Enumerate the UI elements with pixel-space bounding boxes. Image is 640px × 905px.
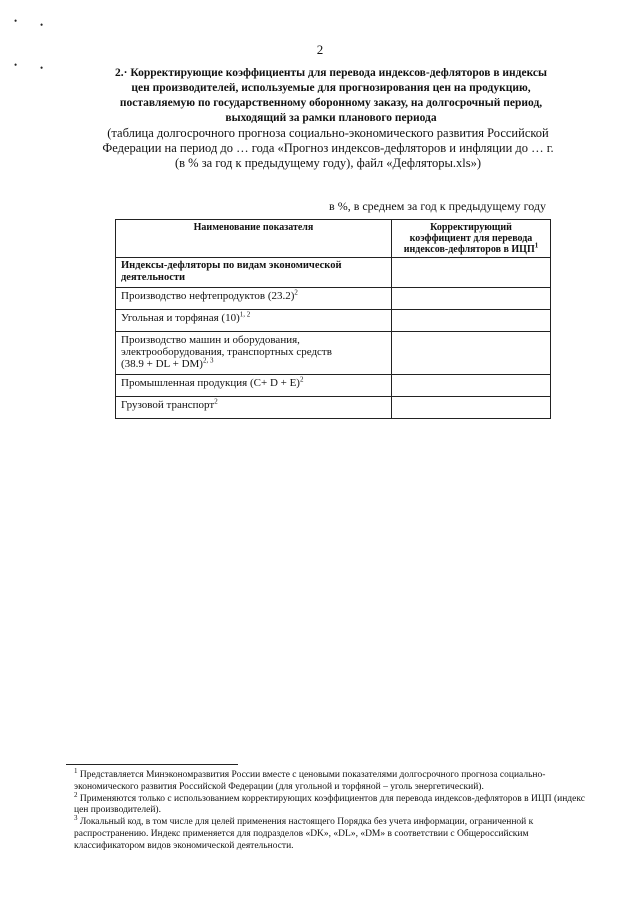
scan-mark: •: [14, 60, 18, 70]
footnote-text: Применяются только с использованием корректирующих коэффициентов для перевода индексов-дефляторов в ИЦП (индекс цен производителей).: [74, 793, 585, 816]
heading-line: цен производителей, используемые для прогнозирования цен на продукцию,: [131, 82, 531, 94]
indicator-name: [116, 288, 392, 310]
indicator-text: Производство машин и оборудования,: [121, 334, 300, 346]
footnote-separator: [66, 764, 238, 765]
footnote-ref: 1: [534, 241, 539, 250]
footnote: [74, 790, 592, 818]
section-heading: [96, 66, 566, 126]
units-note: в %, в среднем за год к предыдущему году: [329, 199, 546, 213]
footnotes: [74, 766, 592, 853]
indicator-text: Угольная и торфяная (10): [121, 312, 240, 324]
footnote-ref: 2: [214, 397, 218, 406]
heading-text: Корректирующие коэффициенты для перевода индексов-дефляторов в индексы: [130, 67, 548, 79]
footnote-number: 1: [74, 766, 78, 775]
table-row: [116, 310, 551, 332]
coefficient-cell[interactable]: [392, 310, 551, 332]
heading-line: [96, 66, 566, 81]
coefficient-cell[interactable]: [392, 288, 551, 310]
footnote-ref: 2, 3: [202, 356, 214, 365]
footnote: [74, 766, 592, 794]
scan-mark: •: [14, 16, 18, 26]
coefficient-cell[interactable]: [392, 397, 551, 419]
indicator-text: электрооборудования, транспортных средств: [121, 346, 332, 358]
table-row: [116, 258, 551, 288]
indicator-text: Промышленная продукция (C+ D + E): [121, 377, 300, 389]
indicator-name: [116, 375, 392, 397]
footnote-text: Локальный код, в том числе для целей применения настоящего Порядка без учета информации, ограниченной к распространению. Индекс применяется для подразделов «DK», «DL», «DM» в соответствии с Общероссийским классификатором видов экономической деятельности.: [74, 817, 534, 851]
source-line: (в % за год к предыдущему году), файл «Дефляторы.xls»): [174, 156, 482, 170]
footnote-ref: 1, 2: [239, 310, 251, 319]
indicator-text: (38.9 + DL + DM): [121, 358, 203, 370]
footnote-ref: 2: [294, 288, 298, 297]
table-row: [116, 288, 551, 310]
group-title: Индексы-дефляторы по видам экономической деятельности: [116, 258, 392, 288]
coefficient-cell[interactable]: [392, 258, 551, 288]
footnote-number: 3: [74, 814, 78, 823]
header-line: Корректирующий: [430, 222, 512, 233]
indicator-text: Грузовой транспорт: [121, 399, 215, 411]
page-number: 2: [316, 42, 324, 57]
indicator-text-line: [121, 358, 386, 370]
coefficients-table: [115, 219, 551, 419]
coefficient-cell[interactable]: [392, 332, 551, 375]
source-description: [88, 126, 568, 171]
indicator-name: [116, 332, 392, 375]
footnote-text: Представляется Минэкономразвития России вместе с ценовыми показателями долгосрочного прогноза социально-экономического развития Российской Федерации (для угольной и торфяной – уголь энергетический).: [74, 770, 546, 792]
table-row: [116, 397, 551, 419]
header-line: коэффициент для перевода: [409, 233, 533, 244]
heading-line: поставляемую по государственному оборонному заказу, на долгосрочный период,: [119, 97, 543, 109]
header-indicator-name: Наименование показателя: [116, 220, 392, 258]
table-row: [116, 375, 551, 397]
source-line: Федерации на период до … года «Прогноз индексов-дефляторов и инфляции до … г.: [102, 141, 554, 155]
header-line: [397, 241, 545, 255]
heading-number: 2.·: [114, 67, 128, 79]
coefficient-cell[interactable]: [392, 375, 551, 397]
scan-mark: •: [40, 20, 44, 30]
table-header-row: [116, 220, 551, 258]
footnote: [74, 814, 592, 852]
heading-line: выходящий за рамки планового периода: [225, 112, 437, 124]
source-line: (таблица долгосрочного прогноза социально-экономического развития Российской: [107, 126, 549, 140]
table-row: [116, 332, 551, 375]
header-line-text: индексов-дефляторов в ИЦП: [403, 244, 535, 255]
indicator-name: [116, 397, 392, 419]
scan-mark: •: [40, 63, 44, 73]
header-correction-coefficient: [392, 220, 551, 258]
footnote-number: 2: [74, 790, 78, 799]
indicator-name: [116, 310, 392, 332]
indicator-text: Производство нефтепродуктов (23.2): [121, 290, 295, 302]
footnote-ref: 2: [299, 375, 304, 384]
